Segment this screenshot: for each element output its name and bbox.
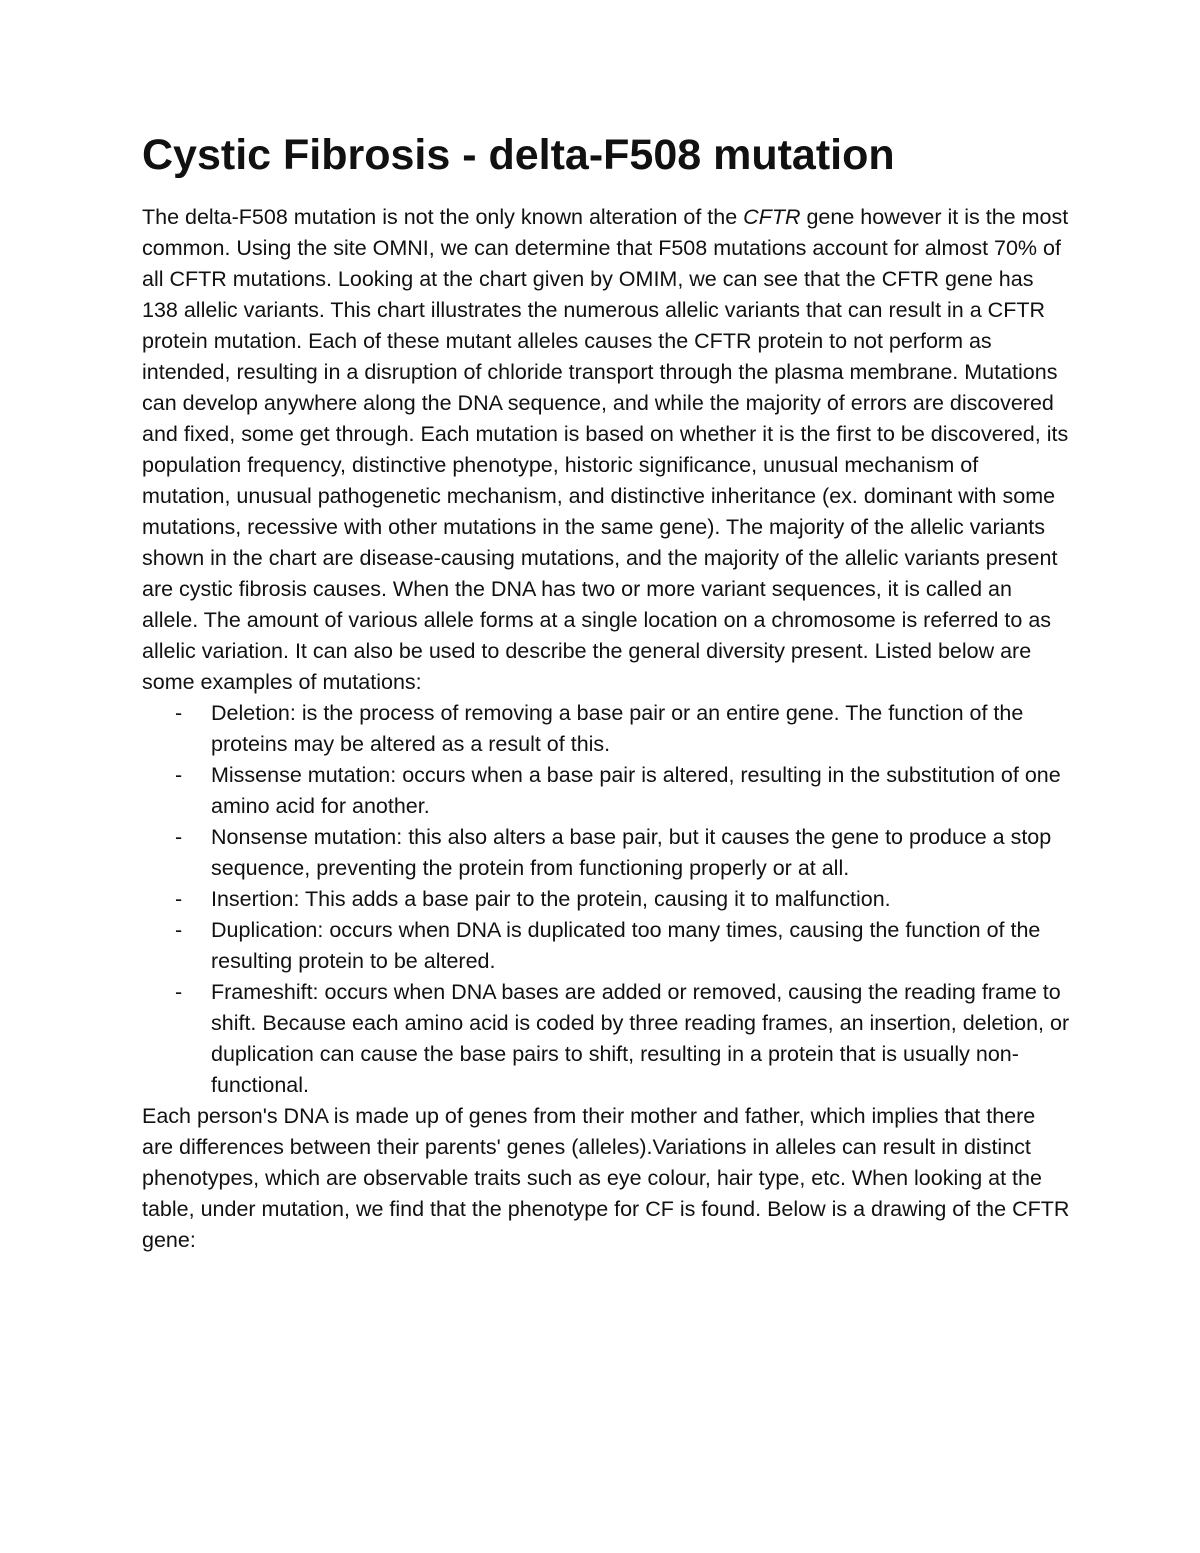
intro-text-start: The delta-F508 mutation is not the only known alteration of the [142,205,744,229]
list-item [142,915,1072,977]
list-item-text: Duplication: occurs when DNA is duplicated too many times, causing the function of the resulting protein to be altered. [211,918,1041,973]
mutation-list [142,698,1072,1101]
list-item-text: Missense mutation: occurs when a base pair is altered, resulting in the substitution of one amino acid for another. [211,763,1061,818]
bullet-dash: - [175,918,183,942]
list-item-text: Frameshift: occurs when DNA bases are added or removed, causing the reading frame to shift. Because each amino acid is coded by three reading frames, an insertion, deletion, or duplication can cause the base pairs to shift, resulting in a protein that is usually non-functional. [211,980,1070,1097]
bullet-dash: - [175,825,183,849]
gene-name-italic: CFTR [743,205,801,229]
closing-paragraph: Each person's DNA is made up of genes from their mother and father, which implies that there are differences between their parents' genes (alleles).Variations in alleles can result in distinct phenotypes, which are observable traits such as eye colour, hair type, etc. When looking at the table, under mutation, we find that the phenotype for CF is found. Below is a drawing of the CFTR gene: [142,1104,1070,1252]
list-item-text: Nonsense mutation: this also alters a base pair, but it causes the gene to produce a stop sequence, preventing the protein from functioning properly or at all. [211,825,1052,880]
list-item-text: Insertion: This adds a base pair to the protein, causing it to malfunction. [211,887,891,911]
list-item-text: Deletion: is the process of removing a base pair or an entire gene. The function of the proteins may be altered as a result of this. [211,701,1024,756]
bullet-dash: - [175,980,183,1004]
intro-text-rest: gene however it is the most common. Using the site OMNI, we can determine that F508 mutations account for almost 70% of all CFTR mutations. Looking at the chart given by OMIM, we can see that the CFTR gene has 138 allelic variants. This chart illustrates the numerous allelic variants that can result in a CFTR protein mutation. Each of these mutant alleles causes the CFTR protein to not perform as intended, resulting in a disruption of chloride transport through the plasma membrane. Mutations can develop anywhere along the DNA sequence, and while the majority of errors are discovered and fixed, some get through. Each mutation is based on whether it is the first to be discovered, its population frequency, distinctive phenotype, historic significance, unusual mechanism of mutation, unusual pathogenetic mechanism, and distinctive inheritance (ex. dominant with some mutations, recessive with other mutations in the same gene). The majority of the allelic variants shown in the chart are disease-causing mutations, and the majority of the allelic variants present are cystic fibrosis causes. When the DNA has two or more variant sequences, it is called an allele. The amount of various allele forms at a single location on a chromosome is referred to as allelic variation. It can also be used to describe the general diversity present. Listed below are some examples of mutations: [142,205,1069,694]
bullet-dash: - [175,701,183,725]
document-title: Cystic Fibrosis - delta-F508 mutation [142,131,895,179]
list-item [142,698,1072,760]
bullet-dash: - [175,763,183,787]
intro-paragraph [142,202,1072,698]
bullet-dash: - [175,887,183,911]
list-item [142,760,1072,822]
list-item [142,977,1072,1101]
list-item [142,822,1072,884]
list-item [142,884,1072,915]
document-page [142,131,1072,1256]
